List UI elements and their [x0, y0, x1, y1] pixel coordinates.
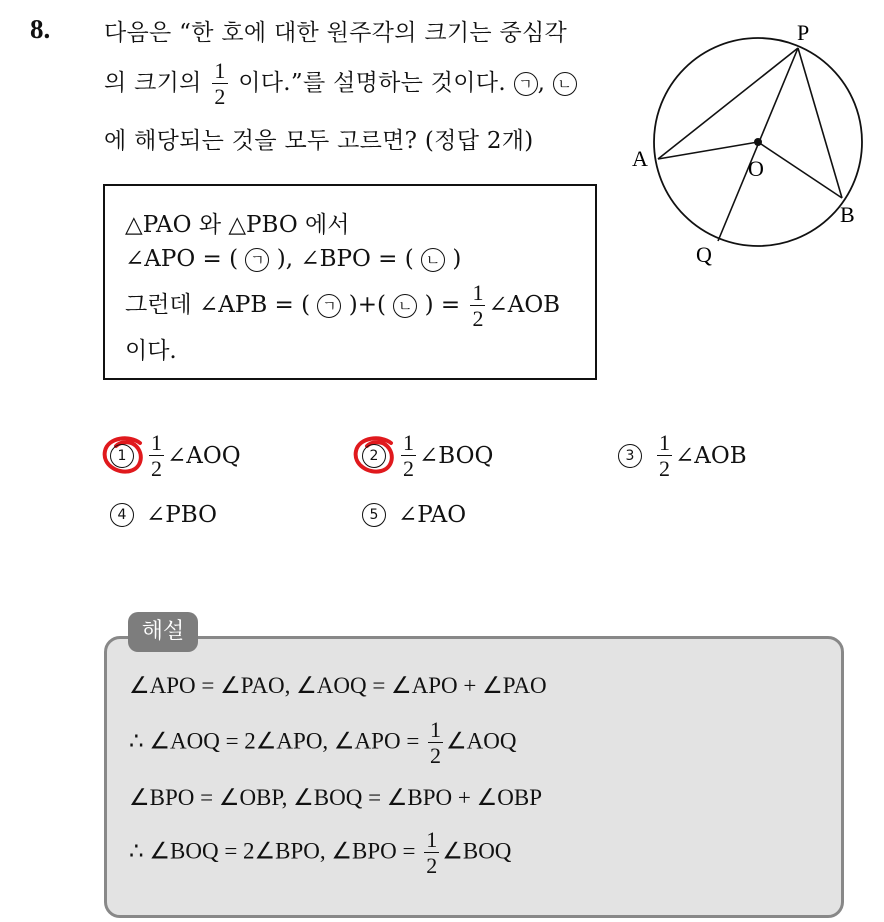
choice-3-text: ∠AOB — [675, 443, 747, 469]
solution-line-4 — [129, 829, 511, 877]
fraction-numerator: 1 — [659, 430, 670, 455]
proof-line-4: 이다. — [125, 338, 177, 364]
mark-separator: , — [537, 70, 546, 96]
proof-line-2 — [125, 246, 461, 272]
fraction-numerator: 1 — [472, 280, 484, 305]
label-O: O — [748, 156, 764, 181]
fraction-denominator: 2 — [151, 456, 162, 481]
proof-line-3-a: 그런데 ∠APB = ( — [125, 292, 311, 318]
proof-line-3-b: )+( — [348, 292, 386, 318]
solution-tag: 해설 — [128, 612, 198, 652]
segment-PB — [798, 48, 842, 198]
proof-line-3 — [125, 282, 560, 330]
question-line-2 — [104, 60, 577, 108]
proof-box — [103, 184, 597, 380]
circled-mark-2: ㄴ — [421, 248, 445, 272]
fraction-denominator: 2 — [430, 743, 442, 768]
fraction-denominator: 2 — [214, 84, 226, 109]
solution-line-3: ∠BPO = ∠OBP, ∠BOQ = ∠BPO + ∠OBP — [129, 785, 542, 810]
choice-1[interactable] — [110, 432, 241, 480]
fraction-one-half — [424, 829, 439, 877]
solution-line-2 — [129, 719, 517, 767]
choice-2-number: 2 — [362, 444, 386, 468]
question-line-1: 다음은 “한 호에 대한 원주각의 크기는 중심각 — [104, 20, 568, 46]
circled-mark-2: ㄴ — [393, 294, 417, 318]
fraction-denominator: 2 — [403, 456, 414, 481]
proof-line-2-b: ), ∠BPO = ( — [276, 246, 414, 272]
fraction-numerator: 1 — [403, 430, 414, 455]
solution-line-4-a: ∴ ∠BOQ = 2∠BPO, ∠BPO = — [129, 838, 416, 864]
fraction-numerator: 1 — [214, 58, 226, 83]
proof-line-1: △PAO 와 △PBO 에서 — [125, 212, 350, 238]
circled-mark-2: ㄴ — [553, 72, 577, 96]
segment-OB — [758, 142, 842, 198]
circled-mark-1: ㄱ — [245, 248, 269, 272]
fraction-numerator: 1 — [151, 430, 162, 455]
choice-5-number: 5 — [362, 503, 386, 527]
circled-mark-1: ㄱ — [317, 294, 341, 318]
question-line-2-post: 이다.”를 설명하는 것이다. — [238, 70, 506, 96]
solution-line-2-b: ∠AOQ — [446, 728, 517, 754]
choice-2-text: ∠BOQ — [419, 443, 494, 469]
fraction-one-half — [428, 719, 443, 767]
choice-4[interactable] — [110, 502, 217, 528]
solution-box — [104, 636, 844, 918]
choice-4-text: ∠PBO — [146, 502, 217, 528]
choice-5-text: ∠PAO — [398, 502, 467, 528]
choice-3-number: 3 — [618, 444, 642, 468]
proof-line-2-a: ∠APO = ( — [125, 246, 239, 272]
choice-1-text: ∠AOQ — [167, 443, 241, 469]
label-A: A — [632, 146, 648, 171]
choice-4-number: 4 — [110, 503, 134, 527]
segment-AO — [658, 142, 758, 159]
fraction-numerator: 1 — [430, 717, 442, 742]
question-number: 8. — [30, 14, 51, 44]
question-line-2-pre: 의 크기의 — [104, 70, 202, 96]
proof-line-2-c: ) — [452, 246, 462, 272]
label-B: B — [840, 202, 855, 227]
solution-line-4-b: ∠BOQ — [442, 838, 512, 864]
segment-PA — [658, 48, 798, 159]
fraction-one-half — [657, 432, 672, 480]
solution-line-2-a: ∴ ∠AOQ = 2∠APO, ∠APO = — [129, 728, 420, 754]
center-point-O — [754, 138, 762, 146]
choice-2[interactable] — [362, 432, 493, 480]
fraction-one-half — [401, 432, 416, 480]
question-line-3: 에 해당되는 것을 모두 고르면? (정답 2개) — [104, 128, 534, 154]
fraction-numerator: 1 — [426, 827, 438, 852]
fraction-one-half — [470, 282, 485, 330]
solution-line-1: ∠APO = ∠PAO, ∠AOQ = ∠APO + ∠PAO — [129, 673, 547, 698]
fraction-denominator: 2 — [472, 306, 484, 331]
label-P: P — [797, 20, 810, 45]
choice-1-number: 1 — [110, 444, 134, 468]
proof-line-3-d: ∠AOB — [488, 292, 561, 318]
circled-mark-1: ㄱ — [514, 72, 538, 96]
fraction-denominator: 2 — [659, 456, 670, 481]
label-Q: Q — [696, 242, 712, 267]
circle-diagram — [620, 14, 880, 284]
fraction-denominator: 2 — [426, 853, 438, 878]
choice-5[interactable] — [362, 502, 466, 528]
fraction-one-half — [212, 60, 227, 108]
proof-line-3-c: ) = — [424, 292, 461, 318]
choice-3[interactable] — [618, 432, 747, 480]
fraction-one-half — [149, 432, 164, 480]
